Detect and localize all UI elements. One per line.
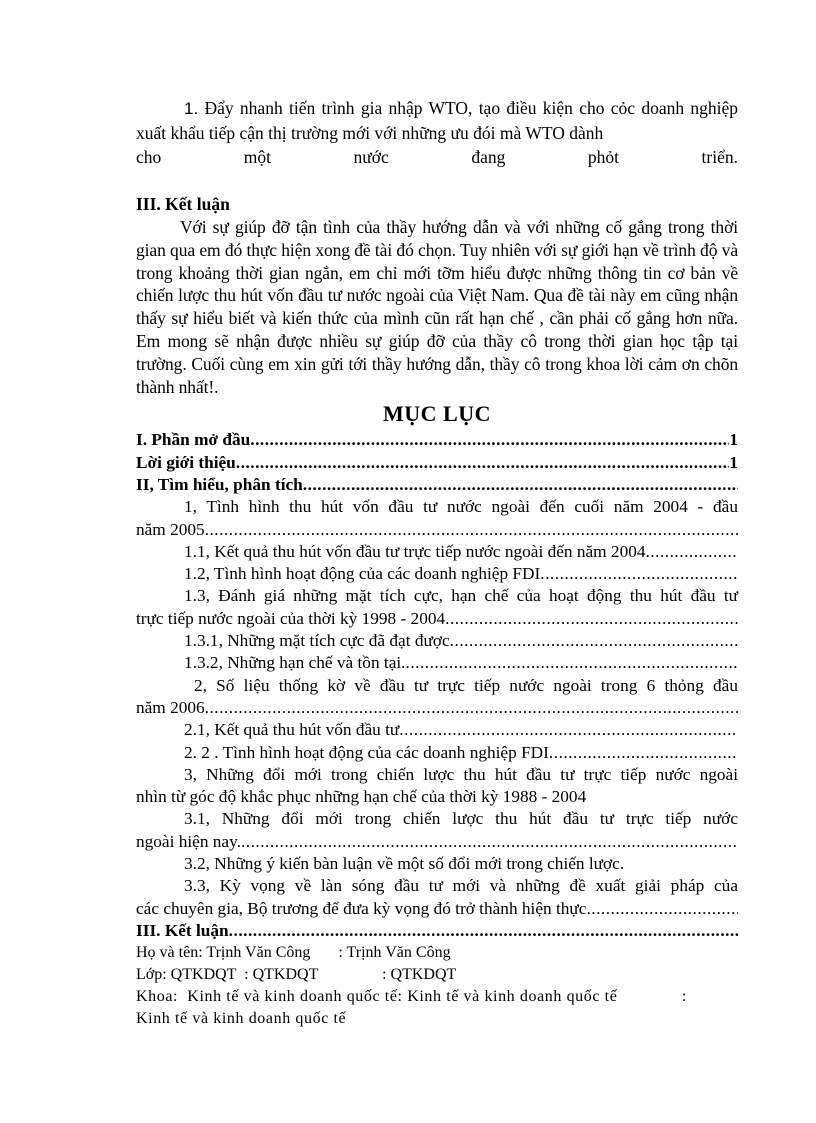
toc-page-number: 1 bbox=[729, 430, 738, 450]
intro-text: Đẩy nhanh tiến trình gia nhập WTO, tạo điều kiện cho cỏc doanh nghiệp xuất khẩu tiếp cận thị trường mới với những ưu đói mà WTO dành bbox=[136, 98, 739, 143]
toc-row[interactable]: 3, Những đổi mới trong chiến lược thu hút đầu tư trực tiếp nước ngoài nhìn từ góc độ khắc phục những hạn chế của thời kỳ 1988 - 2004 bbox=[136, 764, 738, 807]
footer-class-line: Lớp: QTKDQT : QTKDQT : QTKDQT bbox=[136, 966, 457, 984]
document-page bbox=[136, 96, 738, 1030]
toc-row[interactable]: 1.2, Tình hình hoạt động của các doanh nghiệp FDI ..... bbox=[136, 563, 738, 585]
toc-row[interactable]: 3.1, Những đổi mới trong chiến lược thu hút đầu tư trực tiếp nước ngoài hiện nay. ..... bbox=[136, 808, 738, 853]
toc-row[interactable]: 2, Số liệu thống kờ về đầu tư trực tiếp nước ngoài trong 6 thỏng đầu năm 2006 ..... bbox=[136, 675, 738, 720]
footer-faculty-line-2: Kinh tế và kinh doanh quốc tế bbox=[136, 1010, 347, 1028]
toc-title: MỤC LỤC bbox=[383, 401, 491, 427]
toc-row[interactable]: 2. 2 . Tình hình hoạt động của các doanh nghiệp FDI ..... bbox=[136, 742, 738, 764]
toc-row[interactable]: 1, Tình hình thu hút vốn đầu tư nước ngoài đến cuối năm 2004 - đầu năm 2005 ..... bbox=[136, 496, 738, 541]
toc-row[interactable]: 3.3, Kỳ vọng về làn sóng đầu tư mới và những đề xuất giải pháp của các chuyên gia, Bộ trương để đưa kỳ vọng đó trở thành hiện thực ..... bbox=[136, 875, 738, 920]
toc-page-number: 1 bbox=[729, 452, 738, 472]
toc-row[interactable]: II, Tìm hiểu, phân tích ..... bbox=[136, 474, 738, 496]
intro-word: một bbox=[243, 147, 272, 167]
toc-row[interactable]: 1.3, Đánh giá những mặt tích cực, hạn chế của hoạt động thu hút đầu tư trực tiếp nước ngoài của thời kỳ 1998 - 2004 ..... bbox=[136, 585, 738, 630]
document-footer bbox=[136, 942, 738, 1030]
conclusion-heading: III. Kết luận bbox=[136, 194, 230, 214]
intro-number: 1. bbox=[184, 99, 199, 118]
intro-word: phỏt bbox=[587, 147, 619, 167]
intro-word: đang bbox=[471, 147, 506, 167]
footer-faculty-line: Khoa: Kinh tế và kinh doanh quốc tế: Kinh tế và kinh doanh quốc tế : bbox=[136, 988, 687, 1006]
intro-word: cho bbox=[136, 147, 162, 167]
intro-word: nước bbox=[353, 147, 389, 167]
intro-word: triển. bbox=[701, 147, 738, 167]
toc-row[interactable]: 1.3.1, Những mặt tích cực đã đạt được ..... bbox=[136, 630, 738, 652]
intro-paragraph bbox=[136, 96, 738, 145]
toc-row[interactable]: 2.1, Kết quả thu hút vốn đầu tư ..... bbox=[136, 719, 738, 741]
toc-row[interactable]: I. Phần mở đầu ..... 1 bbox=[136, 429, 738, 451]
intro-last-line bbox=[136, 145, 738, 169]
footer-name-line: Họ và tên: Trịnh Văn Công : Trịnh Văn Công bbox=[136, 944, 451, 962]
toc-row[interactable]: 1.3.2, Những hạn chế và tồn tại. ..... bbox=[136, 652, 738, 674]
toc-row[interactable]: 1.1, Kết quả thu hút vốn đầu tư trực tiếp nước ngoài đến năm 2004 ..... bbox=[136, 541, 738, 563]
table-of-contents bbox=[136, 429, 738, 942]
conclusion-body: Với sự giúp đỡ tận tình của thầy hướng dẫn và với những cố gắng trong thời gian qua em đó thực hiện xong đề tài đó chọn. Tuy nhiên với sự giới hạn về trình độ và trong khoảng thời gian ngắn, em chỉ mới tỡm hiểu được những thông tin cơ bản về chiến lược thu hút vốn đầu tư nước ngoài của Việt Nam. Qua đề tài này em cũng nhận thấy sự hiểu biết và kiến thức của mình cũn rất hạn chế , cần phải cố gắng hơn nữa. Em mong sẽ nhận được nhiều sự giúp đỡ của thầy cô trong thời gian học tập tại trường. Cuối cùng em xin gửi tới thầy hướng dẫn, thầy cô trong khoa lời cảm ơn chõn thành nhất!. bbox=[136, 217, 738, 397]
toc-row[interactable]: 3.2, Những ý kiến bàn luận về một số đổi mới trong chiến lược. bbox=[184, 854, 625, 874]
toc-row[interactable]: Lời giới thiệu ..... 1 bbox=[136, 452, 738, 474]
toc-row[interactable]: III. Kết luận ..... bbox=[136, 920, 738, 942]
